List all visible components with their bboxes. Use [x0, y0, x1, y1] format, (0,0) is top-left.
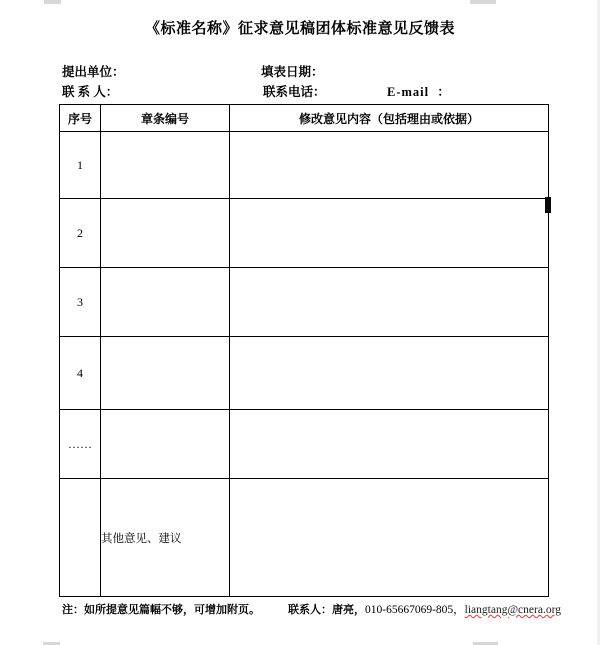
contact-person-label: 联 系 人：: [62, 85, 119, 99]
email-label: E-mail ：: [387, 85, 451, 99]
content-input-cell[interactable]: [230, 268, 549, 337]
row-serial: 2: [60, 199, 101, 268]
footer-contact-label: 联系人：唐亮，: [288, 604, 365, 616]
content-input-cell[interactable]: [230, 410, 549, 479]
feedback-table: [59, 104, 549, 597]
table-row: [60, 337, 549, 410]
fill-date-label: 填表日期：: [261, 65, 324, 79]
clause-input-cell[interactable]: [101, 132, 230, 199]
table-row: [60, 199, 549, 268]
table-row-other-opinions: [60, 479, 549, 597]
footer-note: 注：如所提意见篇幅不够，可增加附页。: [62, 604, 260, 616]
table-edge-black-mark: [545, 197, 551, 213]
col-header-clause: 章条编号: [101, 105, 230, 132]
footer-contact-email: liangtang@cnera.org: [464, 604, 561, 616]
clause-input-cell[interactable]: [101, 268, 230, 337]
page-edge-mark-top-right: [470, 0, 496, 4]
clause-input-cell[interactable]: [101, 410, 230, 479]
contact-phone-label: 联系电话：: [263, 85, 326, 99]
clause-input-cell[interactable]: [101, 337, 230, 410]
clause-input-cell[interactable]: [101, 199, 230, 268]
table-row: [60, 410, 549, 479]
page-edge-mark-top-left: [44, 0, 61, 4]
row-serial: 3: [60, 268, 101, 337]
col-header-content: 修改意见内容（包括理由或依据）: [230, 105, 549, 132]
content-input-cell[interactable]: [230, 337, 549, 410]
row-serial-ellipsis: ……: [60, 410, 101, 479]
row-serial: [60, 479, 101, 597]
content-input-cell[interactable]: [230, 199, 549, 268]
footer-contact: [288, 601, 561, 617]
content-input-cell[interactable]: [230, 479, 549, 597]
footer-contact-phone: 010-65667069-805，: [365, 604, 465, 616]
content-input-cell[interactable]: [230, 132, 549, 199]
table-row: [60, 268, 549, 337]
page-title: 《标准名称》征求意见稿团体标准意见反馈表: [144, 21, 455, 37]
table-header-row: [60, 105, 549, 132]
other-opinions-label: 其他意见、建议: [101, 479, 230, 597]
row-serial: 4: [60, 337, 101, 410]
row-serial: 1: [60, 132, 101, 199]
table-row: [60, 132, 549, 199]
proposer-label: 提出单位：: [62, 65, 125, 79]
col-header-serial: 序号: [60, 105, 101, 132]
